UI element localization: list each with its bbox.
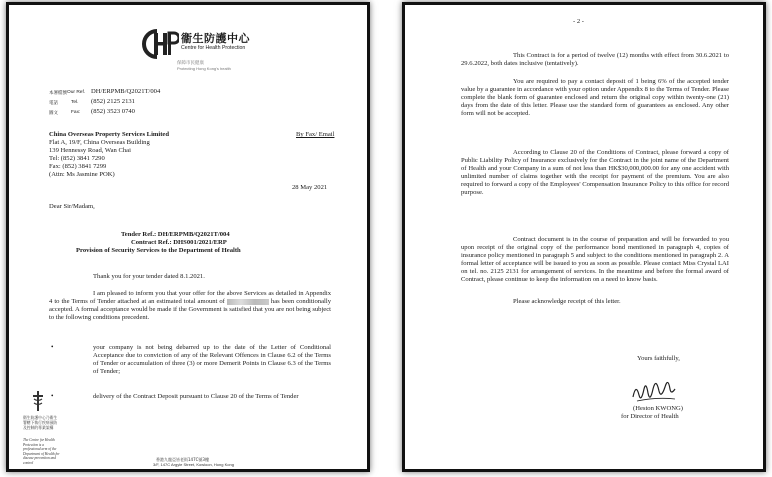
- para-insurance: According to Clause 20 of the Conditions of Contract, please forward a copy of Public Liability Policy of Insurance exclusively for the Contract in the joint name of the Department of Health and your Company in a sum of not less than HK$30,000,000.00 for any one accident with unlimited number of claims together with the receipt for payment of the premium. You are also required to forward a copy of the Employees' Compensation Insurance Policy to this office for record purpose.: [461, 149, 729, 197]
- address-fax: Fax: (852) 3841 7299: [49, 163, 107, 170]
- condition-item-2: delivery of the Contract Deposit pursuant to Clause 20 of the Terms of Tender: [93, 393, 299, 400]
- address-line-2: 139 Hennessy Road, Wan Chai: [49, 147, 131, 154]
- side-note-english: The Centre for Health Protection is a professional arm of the Department of Health for disease prevention and control: [23, 438, 60, 465]
- company-name: China Overseas Property Services Limited: [49, 131, 170, 138]
- chp-logo-icon: [139, 27, 179, 61]
- letter-page-2: [405, 5, 763, 469]
- bullet-icon: •: [51, 343, 54, 351]
- logo-tagline-chinese: 保障市民健康: [177, 61, 204, 66]
- footer-address-english: 3/F, 147C Argyle Street, Kowloon, Hong Kong: [153, 462, 234, 467]
- dh-emblem-icon: [31, 390, 45, 412]
- address-line-1: Flat A, 19/F, China Overseas Building: [49, 139, 150, 146]
- delivery-method: By Fax/ Email: [296, 131, 335, 138]
- subject-tender-ref: Tender Ref.: DH/ERPMB/Q2021T/004: [121, 231, 230, 238]
- logo-tagline-english: Protecting Hong Kong's health: [177, 66, 231, 71]
- address-tel: Tel: (852) 3841 7290: [49, 155, 105, 162]
- para-acceptance-part-a: I am pleased to inform you that your offer for the above Services as detailed in Appendix 4 to the Terms of Tender attached at an estimated total amount of: [49, 290, 331, 306]
- side-note-chinese: 衞生防護中心乃衞生署轄下執行疾病預防及控制的專業架構: [23, 415, 58, 430]
- fax-zh-label: 圖文: [49, 111, 58, 116]
- fax-label: Fax:: [71, 110, 81, 115]
- closing: Yours faithfully,: [637, 355, 680, 362]
- ref-label: Our Ref.: [67, 90, 86, 95]
- page-number: - 2 -: [573, 18, 584, 25]
- para-acceptance-part-b: has been conditionally accepted. A formal acceptance would be made if the Government is satisfied that you are not being subject to the following conditions precedent.: [49, 298, 331, 322]
- logo-chinese-name: 衞生防護中心: [181, 32, 250, 45]
- tel-label: Tel.: [71, 100, 79, 105]
- para-acknowledge: Please acknowledge receipt of this letter.: [513, 298, 621, 305]
- para-contract-document: Contract document is in the course of preparation and will be forwarded to you upon receipt of the original copy of the performance bond mentioned in paragraph 4, copies of insurance policy mentioned in paragraph 5 and subject to the conditions mentioned in paragraph 2. A formal letter of acceptance will be issued to you as soon as possible. Please contact Miss Crystal LAI on tel. no. 2125 2131 for arrangement of services. In the meantime and before the formal award of Contract, please continue to keep the information on a need to know basis.: [461, 236, 729, 284]
- ref-zh-label: 本署檔號: [49, 91, 67, 96]
- letter-page-1: [9, 5, 367, 469]
- redacted-amount: [227, 299, 269, 305]
- address-attn: (Attn: Ms Jasmine POK): [49, 171, 115, 178]
- salutation: Dear Sir/Madam,: [49, 203, 95, 210]
- subject-title: Provision of Security Services to the Department of Health: [76, 247, 241, 254]
- condition-item-1: your company is not being debarred up to the date of the Letter of Conditional Acceptance due to conviction of any of the Relevant Offences in Clause 6.2 of the Terms of Tender or accumulation of three (3) or more Demerit Points in Clause 6.3 of the Terms of Tender;: [93, 344, 331, 376]
- tel-zh-label: 電話: [49, 101, 58, 106]
- tel-value: (852) 2125 2131: [91, 98, 135, 105]
- signatory-role: for Director of Health: [621, 413, 679, 420]
- logo-english-name: Centre for Health Protection: [181, 45, 246, 51]
- letter-date: 28 May 2021: [292, 184, 328, 191]
- para-thanks: Thank you for your tender dated 8.1.2021.: [93, 273, 205, 280]
- bullet-icon: •: [51, 392, 54, 400]
- signatory-name: (Heston KWONG): [633, 405, 683, 412]
- para-contract-period: This Contract is for a period of twelve (12) months with effect from 30.6.2021 to 29.6.2022, both dates inclusive (tentatively).: [461, 52, 729, 68]
- para-contract-deposit: You are required to pay a contact deposit of 1 being 6% of the accepted tender value by a guarantee in accordance with your option under Appendix 8 to the Terms of Tender. Please complete the blank form of guarantee enclosed and return the original copy within twenty-one (21) days from the date of this letter. Please use the standard form of guarantees as enclosed. Any other form will not be accepted.: [461, 78, 729, 118]
- subject-contract-ref: Contract Ref.: DHS001/2021/ERP: [131, 239, 227, 246]
- our-ref-value: DH/ERPMB/Q2021T/004: [91, 88, 161, 95]
- para-conditional-acceptance: [49, 290, 331, 322]
- fax-value: (852) 3523 0740: [91, 108, 135, 115]
- footer-address-chinese: 香港九龍亞皆老街147C號3樓: [156, 457, 209, 462]
